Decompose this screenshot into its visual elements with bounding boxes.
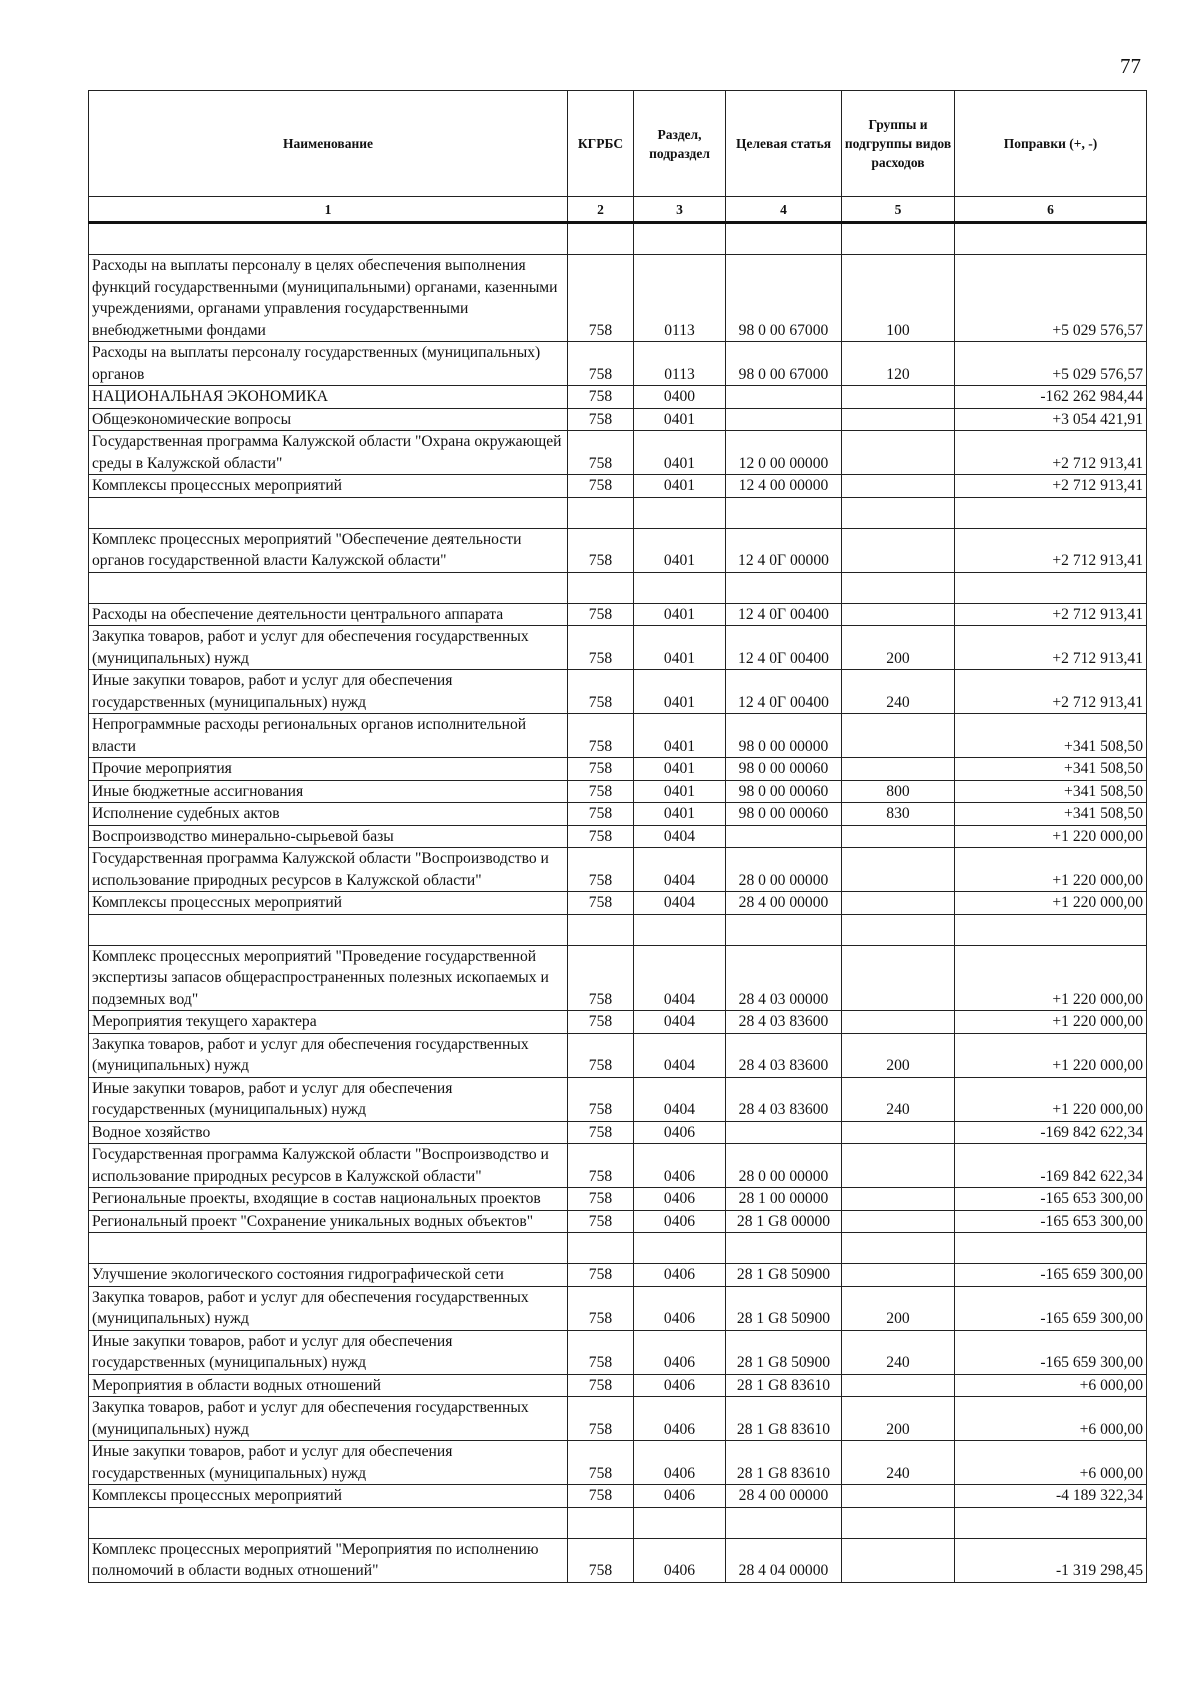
row-group xyxy=(842,714,955,758)
row-name: Государственная программа Калужской области "Охрана окружающей среды в Калужской области" xyxy=(89,431,568,475)
row-kgrbs: 758 xyxy=(568,670,634,714)
row-kgrbs: 758 xyxy=(568,1188,634,1211)
row-target xyxy=(726,408,842,431)
row-group: 240 xyxy=(842,670,955,714)
row-group xyxy=(842,1210,955,1233)
table-row xyxy=(89,386,1147,409)
spacer-cell xyxy=(568,1507,634,1538)
row-target xyxy=(726,1121,842,1144)
row-section: 0406 xyxy=(634,1485,726,1508)
row-name: Расходы на выплаты персоналу в целях обеспечения выполнения функций государственными (муниципальными) органами, казенными учреждениями, органами управления государственными внебюджетными фондами xyxy=(89,255,568,342)
row-target: 28 1 G8 50900 xyxy=(726,1330,842,1374)
row-section: 0113 xyxy=(634,255,726,342)
spacer-cell xyxy=(568,572,634,603)
row-amount: +2 712 913,41 xyxy=(955,475,1147,498)
spacer-cell xyxy=(726,1507,842,1538)
spacer-cell xyxy=(568,497,634,528)
spacer-cell xyxy=(568,1233,634,1264)
spacer-cell xyxy=(568,914,634,945)
table-row xyxy=(89,780,1147,803)
spacer-cell xyxy=(726,497,842,528)
row-group xyxy=(842,1485,955,1508)
row-target: 12 4 0Г 00400 xyxy=(726,603,842,626)
table-row xyxy=(89,825,1147,848)
header-number: 5 xyxy=(842,197,955,223)
row-kgrbs: 758 xyxy=(568,1286,634,1330)
table-row xyxy=(89,1144,1147,1188)
spacer-cell xyxy=(89,914,568,945)
header-section: Раздел, подраздел xyxy=(634,91,726,197)
row-name: Водное хозяйство xyxy=(89,1121,568,1144)
row-target: 28 4 03 83600 xyxy=(726,1033,842,1077)
row-section: 0401 xyxy=(634,603,726,626)
table-row xyxy=(89,1538,1147,1582)
row-group: 240 xyxy=(842,1441,955,1485)
row-name: Иные закупки товаров, работ и услуг для обеспечения государственных (муниципальных) нужд xyxy=(89,1077,568,1121)
row-target: 98 0 00 67000 xyxy=(726,255,842,342)
row-target: 28 4 03 83600 xyxy=(726,1077,842,1121)
row-kgrbs: 758 xyxy=(568,1441,634,1485)
table-row xyxy=(89,626,1147,670)
row-amount: -4 189 322,34 xyxy=(955,1485,1147,1508)
row-kgrbs: 758 xyxy=(568,1374,634,1397)
row-section: 0406 xyxy=(634,1374,726,1397)
row-kgrbs: 758 xyxy=(568,1210,634,1233)
row-amount: +341 508,50 xyxy=(955,714,1147,758)
row-amount: -162 262 984,44 xyxy=(955,386,1147,409)
spacer-row xyxy=(89,1233,1147,1264)
row-section: 0406 xyxy=(634,1210,726,1233)
row-kgrbs: 758 xyxy=(568,603,634,626)
row-name: Закупка товаров, работ и услуг для обеспечения государственных (муниципальных) нужд xyxy=(89,1286,568,1330)
row-kgrbs: 758 xyxy=(568,1538,634,1582)
row-target: 12 4 0Г 00400 xyxy=(726,626,842,670)
row-name: Общеэкономические вопросы xyxy=(89,408,568,431)
row-group: 800 xyxy=(842,780,955,803)
row-section: 0406 xyxy=(634,1188,726,1211)
row-section: 0404 xyxy=(634,825,726,848)
row-section: 0406 xyxy=(634,1441,726,1485)
row-target: 12 4 0Г 00400 xyxy=(726,670,842,714)
row-amount: -1 319 298,45 xyxy=(955,1538,1147,1582)
row-kgrbs: 758 xyxy=(568,408,634,431)
row-target: 98 0 00 00060 xyxy=(726,758,842,781)
header-kgrbs: КГРБС xyxy=(568,91,634,197)
row-kgrbs: 758 xyxy=(568,1264,634,1287)
row-amount: +1 220 000,00 xyxy=(955,1011,1147,1034)
row-group xyxy=(842,1188,955,1211)
spacer-cell xyxy=(634,572,726,603)
row-section: 0406 xyxy=(634,1330,726,1374)
row-name: Прочие мероприятия xyxy=(89,758,568,781)
row-name: Комплекс процессных мероприятий "Проведение государственной экспертизы запасов общераспространенных полезных ископаемых и подземных вод" xyxy=(89,945,568,1011)
header-number: 6 xyxy=(955,197,1147,223)
row-target: 28 4 00 00000 xyxy=(726,1485,842,1508)
row-amount: -165 659 300,00 xyxy=(955,1264,1147,1287)
row-section: 0401 xyxy=(634,670,726,714)
spacer-cell xyxy=(726,223,842,255)
row-group: 240 xyxy=(842,1077,955,1121)
row-amount: +341 508,50 xyxy=(955,758,1147,781)
table-row xyxy=(89,803,1147,826)
spacer-cell xyxy=(89,223,568,255)
row-amount: -165 659 300,00 xyxy=(955,1330,1147,1374)
row-amount: +3 054 421,91 xyxy=(955,408,1147,431)
spacer-cell xyxy=(842,1233,955,1264)
row-kgrbs: 758 xyxy=(568,475,634,498)
row-kgrbs: 758 xyxy=(568,825,634,848)
row-kgrbs: 758 xyxy=(568,1397,634,1441)
row-name: Комплексы процессных мероприятий xyxy=(89,892,568,915)
table-row xyxy=(89,1210,1147,1233)
table-row xyxy=(89,1286,1147,1330)
row-section: 0401 xyxy=(634,780,726,803)
row-group xyxy=(842,1144,955,1188)
row-amount: +6 000,00 xyxy=(955,1374,1147,1397)
row-name: Государственная программа Калужской области "Воспроизводство и использование природных ресурсов в Калужской области" xyxy=(89,848,568,892)
row-name: Комплексы процессных мероприятий xyxy=(89,475,568,498)
row-group xyxy=(842,758,955,781)
spacer-row xyxy=(89,223,1147,255)
row-section: 0401 xyxy=(634,758,726,781)
row-name: Государственная программа Калужской области "Воспроизводство и использование природных ресурсов в Калужской области" xyxy=(89,1144,568,1188)
row-kgrbs: 758 xyxy=(568,1033,634,1077)
row-group xyxy=(842,528,955,572)
row-target: 28 1 00 00000 xyxy=(726,1188,842,1211)
row-name: НАЦИОНАЛЬНАЯ ЭКОНОМИКА xyxy=(89,386,568,409)
row-name: Региональные проекты, входящие в состав национальных проектов xyxy=(89,1188,568,1211)
spacer-cell xyxy=(89,1507,568,1538)
row-group xyxy=(842,1011,955,1034)
row-kgrbs: 758 xyxy=(568,1144,634,1188)
row-group xyxy=(842,1264,955,1287)
table-row xyxy=(89,342,1147,386)
row-section: 0401 xyxy=(634,431,726,475)
spacer-cell xyxy=(955,572,1147,603)
row-target: 28 1 G8 83610 xyxy=(726,1374,842,1397)
row-amount: +6 000,00 xyxy=(955,1441,1147,1485)
row-kgrbs: 758 xyxy=(568,1121,634,1144)
row-kgrbs: 758 xyxy=(568,1011,634,1034)
row-amount: +2 712 913,41 xyxy=(955,603,1147,626)
row-section: 0400 xyxy=(634,386,726,409)
row-target: 12 4 0Г 00000 xyxy=(726,528,842,572)
row-target: 28 4 03 83600 xyxy=(726,1011,842,1034)
table-row xyxy=(89,1121,1147,1144)
row-name: Исполнение судебных актов xyxy=(89,803,568,826)
row-amount: +5 029 576,57 xyxy=(955,342,1147,386)
spacer-row xyxy=(89,1507,1147,1538)
row-amount: +5 029 576,57 xyxy=(955,255,1147,342)
table-row xyxy=(89,892,1147,915)
table-row xyxy=(89,1077,1147,1121)
row-name: Воспроизводство минерально-сырьевой базы xyxy=(89,825,568,848)
row-amount: +2 712 913,41 xyxy=(955,626,1147,670)
row-name: Региональный проект "Сохранение уникальных водных объектов" xyxy=(89,1210,568,1233)
table-row xyxy=(89,1485,1147,1508)
row-section: 0404 xyxy=(634,1011,726,1034)
table-row xyxy=(89,603,1147,626)
row-target: 12 0 00 00000 xyxy=(726,431,842,475)
spacer-cell xyxy=(842,1507,955,1538)
row-amount: +2 712 913,41 xyxy=(955,528,1147,572)
row-target: 12 4 00 00000 xyxy=(726,475,842,498)
row-group: 240 xyxy=(842,1330,955,1374)
row-name: Закупка товаров, работ и услуг для обеспечения государственных (муниципальных) нужд xyxy=(89,1033,568,1077)
row-amount: +1 220 000,00 xyxy=(955,945,1147,1011)
row-amount: +2 712 913,41 xyxy=(955,431,1147,475)
header-number: 4 xyxy=(726,197,842,223)
table-row xyxy=(89,714,1147,758)
row-group: 830 xyxy=(842,803,955,826)
table-row xyxy=(89,1264,1147,1287)
row-group xyxy=(842,408,955,431)
table-row xyxy=(89,408,1147,431)
spacer-row xyxy=(89,572,1147,603)
spacer-cell xyxy=(842,223,955,255)
table-row xyxy=(89,528,1147,572)
row-kgrbs: 758 xyxy=(568,1077,634,1121)
table-row xyxy=(89,945,1147,1011)
row-group xyxy=(842,475,955,498)
row-group: 200 xyxy=(842,626,955,670)
row-section: 0404 xyxy=(634,892,726,915)
row-target: 28 4 00 00000 xyxy=(726,892,842,915)
row-group: 200 xyxy=(842,1286,955,1330)
row-name: Иные закупки товаров, работ и услуг для обеспечения государственных (муниципальных) нужд xyxy=(89,1441,568,1485)
row-kgrbs: 758 xyxy=(568,945,634,1011)
row-section: 0401 xyxy=(634,803,726,826)
row-group xyxy=(842,1121,955,1144)
row-section: 0404 xyxy=(634,945,726,1011)
spacer-cell xyxy=(634,1233,726,1264)
row-group: 100 xyxy=(842,255,955,342)
row-amount: -169 842 622,34 xyxy=(955,1144,1147,1188)
row-amount: +1 220 000,00 xyxy=(955,825,1147,848)
row-section: 0406 xyxy=(634,1264,726,1287)
row-target: 28 1 G8 00000 xyxy=(726,1210,842,1233)
spacer-cell xyxy=(634,497,726,528)
spacer-cell xyxy=(89,497,568,528)
row-group: 120 xyxy=(842,342,955,386)
row-group xyxy=(842,386,955,409)
spacer-cell xyxy=(634,223,726,255)
table-row xyxy=(89,1011,1147,1034)
budget-table xyxy=(88,90,1147,1583)
spacer-cell xyxy=(726,572,842,603)
spacer-cell xyxy=(726,1233,842,1264)
row-amount: +2 712 913,41 xyxy=(955,670,1147,714)
spacer-cell xyxy=(955,223,1147,255)
row-amount: -165 653 300,00 xyxy=(955,1188,1147,1211)
row-section: 0406 xyxy=(634,1397,726,1441)
table-row xyxy=(89,1374,1147,1397)
row-kgrbs: 758 xyxy=(568,342,634,386)
spacer-row xyxy=(89,914,1147,945)
row-target xyxy=(726,825,842,848)
row-amount: +6 000,00 xyxy=(955,1397,1147,1441)
row-section: 0401 xyxy=(634,408,726,431)
table-row xyxy=(89,1441,1147,1485)
row-target: 28 0 00 00000 xyxy=(726,848,842,892)
row-name: Закупка товаров, работ и услуг для обеспечения государственных (муниципальных) нужд xyxy=(89,1397,568,1441)
row-section: 0401 xyxy=(634,528,726,572)
row-kgrbs: 758 xyxy=(568,528,634,572)
row-amount: +1 220 000,00 xyxy=(955,892,1147,915)
row-kgrbs: 758 xyxy=(568,803,634,826)
spacer-cell xyxy=(634,914,726,945)
spacer-cell xyxy=(89,1233,568,1264)
row-section: 0404 xyxy=(634,1077,726,1121)
header-number: 2 xyxy=(568,197,634,223)
table-row xyxy=(89,1033,1147,1077)
row-name: Иные закупки товаров, работ и услуг для обеспечения государственных (муниципальных) нужд xyxy=(89,670,568,714)
row-section: 0404 xyxy=(634,1033,726,1077)
spacer-cell xyxy=(955,1233,1147,1264)
row-kgrbs: 758 xyxy=(568,386,634,409)
row-amount: +341 508,50 xyxy=(955,803,1147,826)
spacer-cell xyxy=(842,497,955,528)
row-amount: +341 508,50 xyxy=(955,780,1147,803)
row-kgrbs: 758 xyxy=(568,626,634,670)
header-group: Группы и подгруппы видов расходов xyxy=(842,91,955,197)
table-row xyxy=(89,1330,1147,1374)
row-target: 28 0 00 00000 xyxy=(726,1144,842,1188)
row-name: Мероприятия текущего характера xyxy=(89,1011,568,1034)
header-amount: Поправки (+, -) xyxy=(955,91,1147,197)
row-amount: -165 659 300,00 xyxy=(955,1286,1147,1330)
row-group xyxy=(842,892,955,915)
row-name: Расходы на обеспечение деятельности центрального аппарата xyxy=(89,603,568,626)
row-section: 0401 xyxy=(634,475,726,498)
table-row xyxy=(89,1397,1147,1441)
table-row xyxy=(89,475,1147,498)
row-amount: -165 653 300,00 xyxy=(955,1210,1147,1233)
row-group xyxy=(842,848,955,892)
row-section: 0113 xyxy=(634,342,726,386)
row-group: 200 xyxy=(842,1033,955,1077)
spacer-cell xyxy=(842,914,955,945)
row-name: Непрограммные расходы региональных органов исполнительной власти xyxy=(89,714,568,758)
row-section: 0406 xyxy=(634,1121,726,1144)
row-group xyxy=(842,603,955,626)
row-target xyxy=(726,386,842,409)
row-group xyxy=(842,825,955,848)
spacer-cell xyxy=(955,1507,1147,1538)
row-kgrbs: 758 xyxy=(568,1330,634,1374)
table-row xyxy=(89,758,1147,781)
row-name: Комплекс процессных мероприятий "Мероприятия по исполнению полномочий в области водных отношений" xyxy=(89,1538,568,1582)
row-kgrbs: 758 xyxy=(568,714,634,758)
row-name: Расходы на выплаты персоналу государственных (муниципальных) органов xyxy=(89,342,568,386)
spacer-cell xyxy=(568,223,634,255)
row-kgrbs: 758 xyxy=(568,780,634,803)
row-kgrbs: 758 xyxy=(568,892,634,915)
row-name: Мероприятия в области водных отношений xyxy=(89,1374,568,1397)
spacer-row xyxy=(89,497,1147,528)
row-section: 0406 xyxy=(634,1538,726,1582)
header-name: Наименование xyxy=(89,91,568,197)
table-row xyxy=(89,848,1147,892)
row-kgrbs: 758 xyxy=(568,848,634,892)
row-group: 200 xyxy=(842,1397,955,1441)
row-section: 0401 xyxy=(634,626,726,670)
row-name: Комплекс процессных мероприятий "Обеспечение деятельности органов государственной власти Калужской области" xyxy=(89,528,568,572)
spacer-cell xyxy=(955,914,1147,945)
row-target: 98 0 00 00000 xyxy=(726,714,842,758)
header-number-row xyxy=(89,197,1147,223)
row-group xyxy=(842,945,955,1011)
row-amount: +1 220 000,00 xyxy=(955,848,1147,892)
row-name: Закупка товаров, работ и услуг для обеспечения государственных (муниципальных) нужд xyxy=(89,626,568,670)
row-kgrbs: 758 xyxy=(568,255,634,342)
row-target: 98 0 00 00060 xyxy=(726,803,842,826)
row-group xyxy=(842,1374,955,1397)
spacer-cell xyxy=(955,497,1147,528)
row-target: 98 0 00 00060 xyxy=(726,780,842,803)
row-target: 28 1 G8 83610 xyxy=(726,1441,842,1485)
row-target: 28 1 G8 50900 xyxy=(726,1286,842,1330)
row-name: Комплексы процессных мероприятий xyxy=(89,1485,568,1508)
row-name: Иные бюджетные ассигнования xyxy=(89,780,568,803)
row-section: 0404 xyxy=(634,848,726,892)
header-target: Целевая статья xyxy=(726,91,842,197)
header-number: 3 xyxy=(634,197,726,223)
page-number: 77 xyxy=(1120,54,1141,78)
row-kgrbs: 758 xyxy=(568,758,634,781)
row-section: 0401 xyxy=(634,714,726,758)
row-group xyxy=(842,1538,955,1582)
row-name: Улучшение экологического состояния гидрографической сети xyxy=(89,1264,568,1287)
table-row xyxy=(89,1188,1147,1211)
row-target: 28 1 G8 83610 xyxy=(726,1397,842,1441)
spacer-cell xyxy=(726,914,842,945)
header-row xyxy=(89,91,1147,197)
row-section: 0406 xyxy=(634,1286,726,1330)
row-amount: -169 842 622,34 xyxy=(955,1121,1147,1144)
row-kgrbs: 758 xyxy=(568,431,634,475)
row-target: 28 4 03 00000 xyxy=(726,945,842,1011)
row-name: Иные закупки товаров, работ и услуг для обеспечения государственных (муниципальных) нужд xyxy=(89,1330,568,1374)
row-target: 28 4 04 00000 xyxy=(726,1538,842,1582)
row-group xyxy=(842,431,955,475)
row-kgrbs: 758 xyxy=(568,1485,634,1508)
table-row xyxy=(89,670,1147,714)
header-number: 1 xyxy=(89,197,568,223)
row-target: 98 0 00 67000 xyxy=(726,342,842,386)
table-row xyxy=(89,431,1147,475)
row-section: 0406 xyxy=(634,1144,726,1188)
spacer-cell xyxy=(634,1507,726,1538)
table-row xyxy=(89,255,1147,342)
spacer-cell xyxy=(89,572,568,603)
row-target: 28 1 G8 50900 xyxy=(726,1264,842,1287)
row-amount: +1 220 000,00 xyxy=(955,1033,1147,1077)
row-amount: +1 220 000,00 xyxy=(955,1077,1147,1121)
spacer-cell xyxy=(842,572,955,603)
